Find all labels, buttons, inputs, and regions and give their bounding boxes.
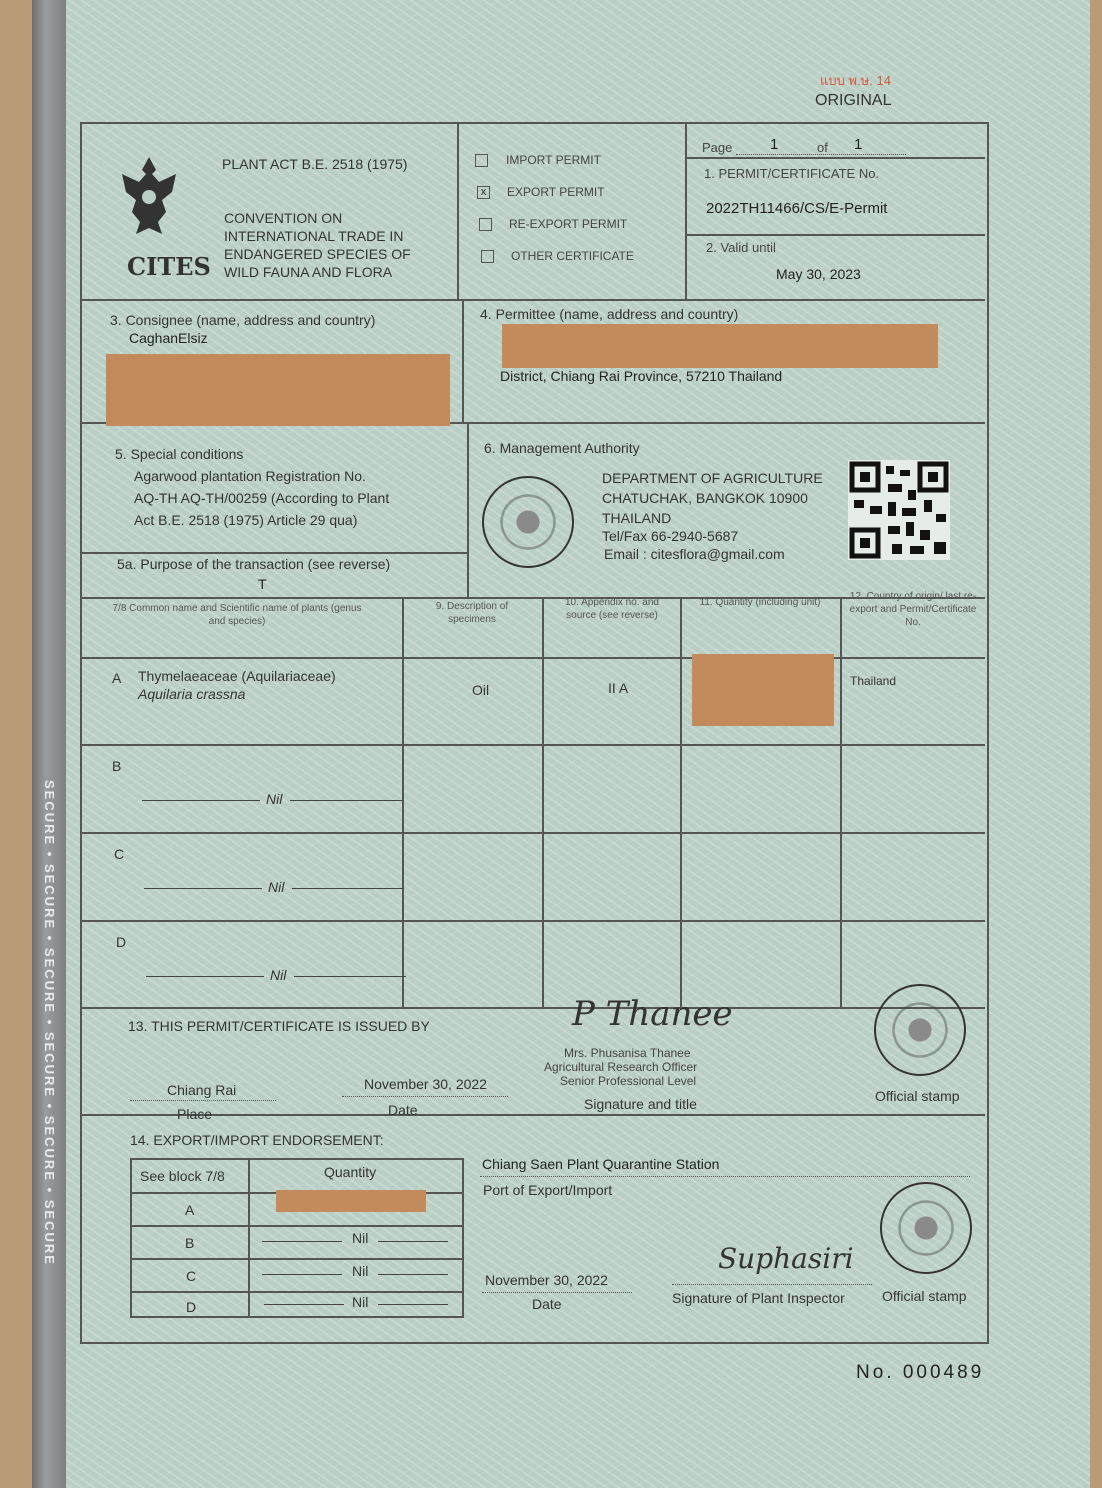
garuda-emblem-icon bbox=[114, 152, 184, 247]
export-permit-checkbox[interactable]: x bbox=[477, 186, 490, 199]
row-b-letter: B bbox=[112, 758, 122, 774]
management-line-2: CHATUCHAK, BANGKOK 10900 bbox=[602, 490, 808, 506]
cites-logo: CITES bbox=[127, 252, 211, 281]
management-line-5: Email : citesflora@gmail.com bbox=[604, 546, 785, 562]
endorsement-row-c-letter: C bbox=[186, 1268, 197, 1284]
valid-until-value: May 30, 2023 bbox=[776, 266, 861, 282]
issuer-official-stamp-icon bbox=[874, 984, 966, 1076]
endorsement-row-c-nil: Nil bbox=[352, 1263, 369, 1279]
consignee-redaction bbox=[106, 354, 450, 426]
row-d-letter: D bbox=[116, 934, 127, 950]
page-of-label: of bbox=[817, 140, 828, 155]
endorsement-row-a-letter: A bbox=[185, 1202, 195, 1218]
convention-line-4: WILD FAUNA AND FLORA bbox=[224, 264, 393, 280]
import-permit-checkbox[interactable] bbox=[475, 154, 488, 167]
col-header-description: 9. Description of specimens bbox=[435, 601, 509, 625]
col-header-country: 12. Country of origin/ last re-export and Permit/Certificate No. bbox=[849, 591, 977, 628]
officer-title: Agricultural Research Officer bbox=[544, 1060, 698, 1074]
permit-no-label: 1. PERMIT/CERTIFICATE No. bbox=[704, 166, 880, 181]
endorsement-row-b-letter: B bbox=[185, 1235, 195, 1251]
purpose-value: T bbox=[258, 576, 267, 592]
convention-line-1: CONVENTION ON bbox=[224, 210, 343, 226]
issued-stamp-label: Official stamp bbox=[875, 1088, 960, 1104]
issued-signature-label: Signature and title bbox=[584, 1096, 697, 1112]
row-a-family: Thymelaeaceae (Aquilariaceae) bbox=[138, 668, 336, 684]
permit-no-value: 2022TH11466/CS/E-Permit bbox=[706, 200, 888, 217]
convention-line-2: INTERNATIONAL TRADE IN bbox=[224, 228, 404, 244]
page-label: Page bbox=[702, 140, 733, 155]
endorsement-row-b-nil: Nil bbox=[352, 1230, 369, 1246]
row-d-nil: Nil bbox=[270, 967, 287, 983]
plant-act-title: PLANT ACT B.E. 2518 (1975) bbox=[222, 156, 408, 172]
col-header-appendix: 10. Appendix no. and source (see reverse) bbox=[565, 597, 659, 621]
convention-line-3: ENDANGERED SPECIES OF bbox=[224, 246, 411, 262]
issued-place: Chiang Rai bbox=[167, 1082, 237, 1098]
special-conditions-label: 5. Special conditions bbox=[115, 446, 244, 462]
issued-date: November 30, 2022 bbox=[364, 1076, 487, 1092]
row-a-letter: A bbox=[112, 670, 122, 686]
endorsement-label: 14. EXPORT/IMPORT ENDORSEMENT: bbox=[130, 1132, 384, 1148]
port-station: Chiang Saen Plant Quarantine Station bbox=[482, 1156, 720, 1172]
re-export-permit-label: RE-EXPORT PERMIT bbox=[509, 217, 628, 231]
port-label: Port of Export/Import bbox=[483, 1182, 613, 1198]
qr-code-icon bbox=[848, 460, 950, 560]
import-permit-label: IMPORT PERMIT bbox=[506, 153, 601, 167]
col-header-name: 7/8 Common name and Scientific name of plants (genus and species) bbox=[112, 603, 362, 627]
other-certificate-checkbox[interactable] bbox=[481, 250, 494, 263]
permit-form bbox=[80, 122, 989, 1344]
endorsement-row-a-redaction bbox=[276, 1190, 426, 1212]
officer-name: Mrs. Phusanisa Thanee bbox=[564, 1046, 691, 1060]
issuer-signature: P Thanee bbox=[572, 994, 733, 1034]
management-authority-label: 6. Management Authority bbox=[484, 440, 640, 456]
re-export-permit-checkbox[interactable] bbox=[479, 218, 492, 231]
row-a-description: Oil bbox=[472, 682, 490, 698]
row-c-nil: Nil bbox=[268, 879, 285, 895]
special-conditions-line-2: AQ-TH AQ-TH/00259 (According to Plant bbox=[134, 490, 390, 506]
special-conditions-line-1: Agarwood plantation Registration No. bbox=[134, 468, 366, 484]
management-line-4: Tel/Fax 66-2940-5687 bbox=[602, 528, 739, 544]
agriculture-seal-icon bbox=[482, 476, 574, 568]
purpose-label: 5a. Purpose of the transaction (see reverse) bbox=[117, 556, 391, 572]
row-a-species: Aquilaria crassna bbox=[138, 686, 246, 702]
endorsement-col-block: See block 7/8 bbox=[140, 1168, 225, 1184]
permittee-redaction bbox=[502, 324, 938, 368]
permittee-label: 4. Permittee (name, address and country) bbox=[480, 306, 739, 322]
endorsement-date: November 30, 2022 bbox=[485, 1272, 608, 1288]
inspector-stamp-label: Official stamp bbox=[882, 1288, 967, 1304]
permittee-address: District, Chiang Rai Province, 57210 Thailand bbox=[500, 368, 783, 384]
original-label: ORIGINAL bbox=[815, 92, 892, 109]
issued-by-label: 13. THIS PERMIT/CERTIFICATE IS ISSUED BY bbox=[128, 1018, 430, 1034]
special-conditions-line-3: Act B.E. 2518 (1975) Article 29 qua) bbox=[134, 512, 358, 528]
col-header-quantity: 11. Quantity (including unit) bbox=[699, 597, 821, 608]
row-a-quantity-redaction bbox=[692, 654, 834, 726]
page-total: 1 bbox=[854, 136, 863, 153]
endorsement-col-quantity: Quantity bbox=[324, 1164, 377, 1180]
serial-number: No. 000489 bbox=[856, 1362, 985, 1383]
officer-level: Senior Professional Level bbox=[560, 1074, 697, 1088]
issued-place-label: Place bbox=[177, 1106, 213, 1122]
endorsement-date-label: Date bbox=[532, 1296, 562, 1312]
inspector-official-stamp-icon bbox=[880, 1182, 972, 1274]
issued-date-label: Date bbox=[388, 1102, 418, 1118]
inspector-label: Signature of Plant Inspector bbox=[672, 1290, 845, 1306]
form-code-stamp: แบบ พ.ษ. 14 bbox=[820, 73, 891, 88]
row-b-nil: Nil bbox=[266, 791, 283, 807]
security-strip-text: SECURE • SECURE • SECURE • SECURE • SECURE • SECURE bbox=[42, 780, 57, 1266]
other-certificate-label: OTHER CERTIFICATE bbox=[511, 249, 634, 263]
page-current: 1 bbox=[770, 136, 779, 153]
consignee-name: CaghanElsiz bbox=[129, 330, 208, 346]
row-c-letter: C bbox=[114, 846, 125, 862]
endorsement-row-d-nil: Nil bbox=[352, 1294, 369, 1310]
management-line-1: DEPARTMENT OF AGRICULTURE bbox=[602, 470, 823, 486]
row-a-country: Thailand bbox=[850, 674, 897, 688]
export-permit-label: EXPORT PERMIT bbox=[507, 185, 605, 199]
endorsement-row-d-letter: D bbox=[186, 1299, 197, 1315]
valid-until-label: 2. Valid until bbox=[706, 240, 776, 255]
inspector-signature: Suphasiri bbox=[718, 1242, 854, 1275]
security-strip bbox=[32, 0, 66, 1488]
management-line-3: THAILAND bbox=[602, 510, 672, 526]
row-a-appendix: II A bbox=[608, 680, 629, 696]
consignee-label: 3. Consignee (name, address and country) bbox=[110, 312, 376, 328]
